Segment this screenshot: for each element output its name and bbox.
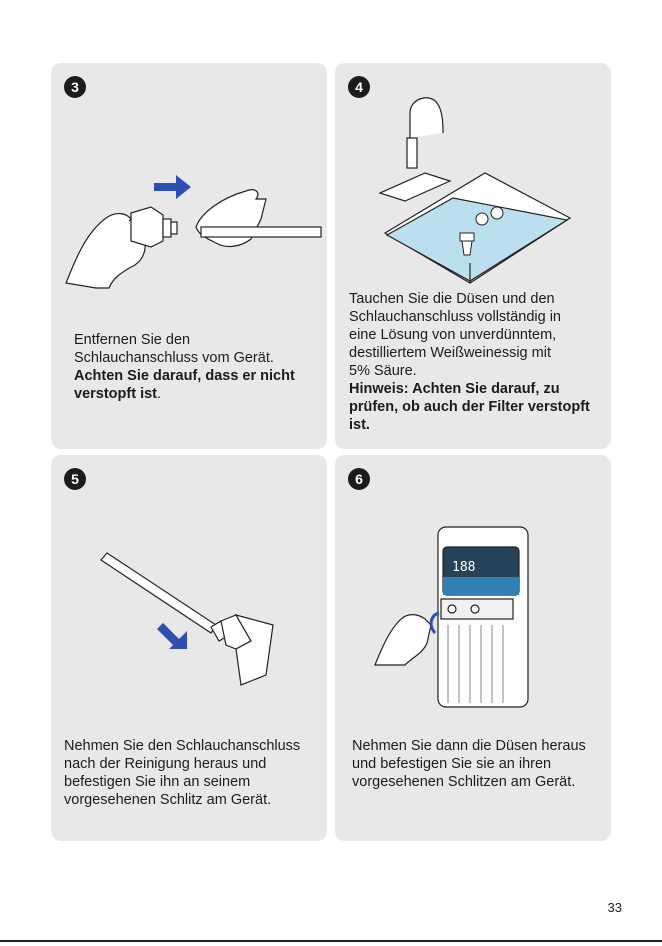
text-line: eine Lösung von unverdünntem, bbox=[349, 327, 557, 343]
step-5-panel bbox=[51, 455, 327, 841]
text-line: Entfernen Sie den bbox=[74, 332, 191, 348]
step-3-panel bbox=[51, 63, 327, 449]
warning-line: verstopft ist bbox=[74, 386, 157, 402]
bottom-rule bbox=[0, 940, 662, 942]
text-line: vorgesehenen Schlitz am Gerät. bbox=[64, 792, 272, 808]
text-line: 5% Säure. bbox=[349, 363, 417, 379]
step-6-badge: 6 bbox=[348, 468, 370, 490]
hose-connector-icon bbox=[211, 615, 273, 685]
text-line: Schlauchanschluss vom Gerät. bbox=[74, 350, 274, 366]
step-5-illustration bbox=[51, 545, 327, 745]
step-4-text bbox=[349, 290, 590, 434]
page-number: 33 bbox=[607, 900, 622, 915]
text-line: destilliertem Weißweinessig mit bbox=[349, 345, 551, 361]
note-line: Hinweis: Achten Sie darauf, zu bbox=[349, 381, 560, 397]
hand-right-icon bbox=[196, 190, 321, 247]
down-right-arrow-icon bbox=[157, 623, 187, 649]
step-5-badge: 5 bbox=[64, 468, 86, 490]
step-4-badge: 4 bbox=[348, 76, 370, 98]
step-6-panel bbox=[335, 455, 611, 841]
text-line: Schlauchanschluss vollständig in bbox=[349, 309, 561, 325]
text-line: Tauchen Sie die Düsen und den bbox=[349, 291, 555, 307]
step-3-text bbox=[74, 331, 295, 403]
text-line: vorgesehenen Schlitzen am Gerät. bbox=[352, 774, 576, 790]
hose-icon bbox=[101, 553, 216, 633]
text-line: befestigen Sie ihn an seinem bbox=[64, 774, 251, 790]
step-4-illustration bbox=[335, 83, 611, 303]
text-line: Nehmen Sie dann die Düsen heraus bbox=[352, 738, 586, 754]
period: . bbox=[157, 386, 162, 402]
step-5-text bbox=[64, 737, 300, 809]
step-3-badge: 3 bbox=[64, 76, 86, 98]
step-6-text bbox=[352, 737, 586, 791]
hand-icon bbox=[375, 615, 431, 665]
text-line: nach der Reinigung heraus und bbox=[64, 756, 267, 772]
step-4-panel bbox=[335, 63, 611, 449]
step-6-illustration bbox=[335, 515, 611, 715]
tower-fan-icon bbox=[438, 527, 528, 707]
text-line: Nehmen Sie den Schlauchanschluss bbox=[64, 738, 301, 754]
note-line: prüfen, ob auch der Filter verstopft bbox=[349, 399, 590, 415]
warning-line: Achten Sie darauf, dass er nicht bbox=[74, 368, 295, 384]
right-arrow-icon bbox=[154, 175, 191, 199]
note-line: ist. bbox=[349, 417, 370, 433]
hose-connector-icon bbox=[131, 207, 177, 247]
fan-display-readout: 188 bbox=[452, 560, 476, 575]
faucet-icon bbox=[380, 98, 450, 201]
text-line: und befestigen Sie sie an ihren bbox=[352, 756, 552, 772]
